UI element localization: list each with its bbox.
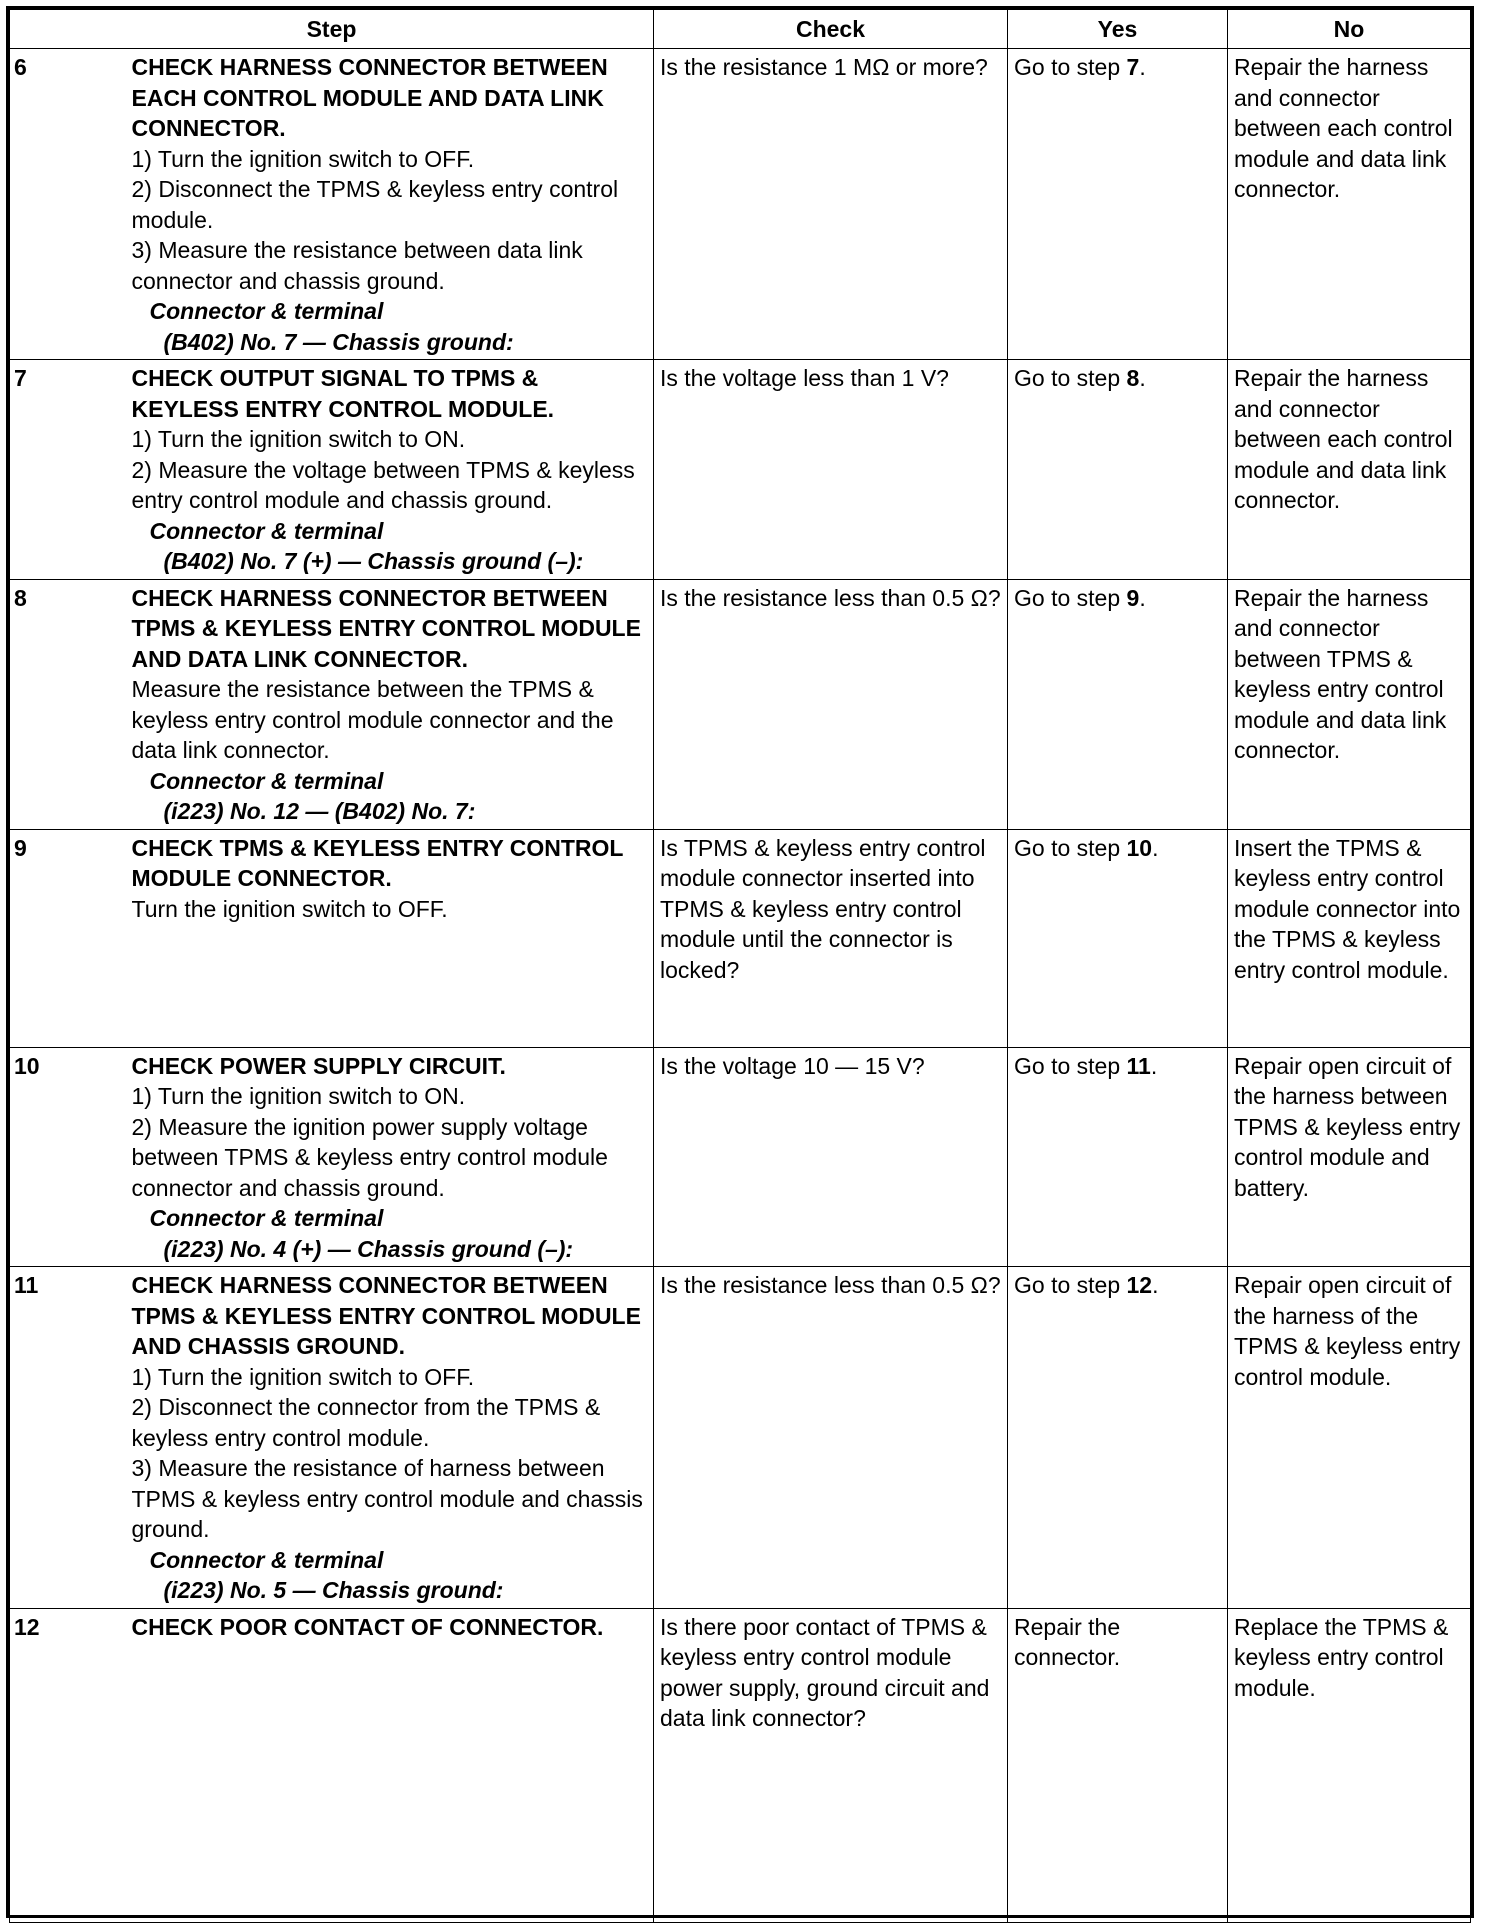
diagnostic-table-frame — [6, 6, 1474, 1918]
step-description — [126, 49, 654, 360]
step-title: CHECK POOR CONTACT OF CONNECTOR. — [131, 1613, 604, 1640]
connector-terminal-value: (i223) No. 12 — (B402) No. 7: — [163, 798, 476, 824]
step-number: 8 — [10, 579, 126, 829]
yes-suffix: . — [1139, 365, 1146, 391]
step-title: CHECK HARNESS CONNECTOR BETWEEN EACH CONTROL MODULE AND DATA LINK CONNECTOR. — [131, 54, 608, 141]
procedure-step: 2) Disconnect the connector from the TPMS & keyless entry control module. — [131, 1394, 601, 1451]
step-number: 12 — [10, 1608, 126, 1922]
step-number: 6 — [10, 49, 126, 360]
yes-prefix: Go to step — [1014, 1272, 1127, 1298]
check-cell: Is the resistance 1 MΩ or more? — [654, 49, 1008, 360]
yes-step-number: 7 — [1126, 54, 1140, 80]
procedure-step: Turn the ignition switch to OFF. — [131, 895, 448, 922]
check-cell: Is the voltage less than 1 V? — [654, 360, 1008, 580]
yes-cell — [1008, 1608, 1228, 1922]
yes-suffix: . — [1152, 1272, 1159, 1298]
step-number: 10 — [10, 1047, 126, 1267]
procedure-step: 1) Turn the ignition switch to OFF. — [131, 145, 475, 172]
no-cell: Repair the harness and connector between each control module and data link connector. — [1228, 360, 1471, 580]
header-row — [10, 10, 1471, 49]
connector-terminal-label: Connector & terminal — [149, 1546, 384, 1573]
check-cell: Is the resistance less than 0.5 Ω? — [654, 1267, 1008, 1609]
procedure-step: 1) Turn the ignition switch to ON. — [131, 426, 466, 452]
header-step: Step — [10, 10, 654, 49]
header-yes: Yes — [1008, 10, 1228, 49]
check-cell: Is the voltage 10 — 15 V? — [654, 1047, 1008, 1267]
yes-suffix: . — [1139, 54, 1146, 80]
step-title: CHECK POWER SUPPLY CIRCUIT. — [131, 1052, 506, 1079]
table-row — [10, 360, 1471, 580]
connector-terminal-label: Connector & terminal — [149, 767, 384, 794]
step-description — [126, 1608, 654, 1922]
check-cell: Is TPMS & keyless entry control module connector inserted into TPMS & keyless entry control module until the connector is locked? — [654, 829, 1008, 1047]
connector-terminal-label: Connector & terminal — [149, 298, 384, 324]
procedure-step: 1) Turn the ignition switch to OFF. — [131, 1363, 475, 1390]
step-number: 7 — [10, 360, 126, 580]
step-description — [126, 829, 654, 1047]
check-cell: Is there poor contact of TPMS & keyless entry control module power supply, ground circuit and data link connector? — [654, 1608, 1008, 1922]
procedure-step: 3) Measure the resistance of harness between TPMS & keyless entry control module and chassis ground. — [131, 1455, 643, 1542]
step-title: CHECK HARNESS CONNECTOR BETWEEN TPMS & KEYLESS ENTRY CONTROL MODULE AND DATA LINK CONNECTOR. — [131, 584, 641, 672]
step-title: CHECK HARNESS CONNECTOR BETWEEN TPMS & KEYLESS ENTRY CONTROL MODULE AND CHASSIS GROUND. — [131, 1272, 641, 1359]
yes-prefix: Go to step — [1014, 1052, 1127, 1079]
connector-terminal-label: Connector & terminal — [149, 517, 384, 544]
yes-suffix: . — [1150, 1052, 1158, 1079]
step-description — [126, 1267, 654, 1609]
header-check: Check — [654, 10, 1008, 49]
yes-suffix: . — [1152, 834, 1159, 861]
no-cell: Insert the TPMS & keyless entry control module connector into the TPMS & keyless entry control module. — [1228, 829, 1471, 1047]
step-number: 11 — [10, 1267, 126, 1609]
no-cell: Repair open circuit of the harness between TPMS & keyless entry control module and battery. — [1228, 1047, 1471, 1267]
no-cell: Repair the harness and connector between each control module and data link connector. — [1228, 49, 1471, 360]
connector-terminal-value: (i223) No. 4 (+) — Chassis ground (–): — [163, 1235, 574, 1262]
yes-prefix: Go to step — [1014, 54, 1127, 80]
diagnostic-table — [9, 9, 1471, 1923]
yes-cell — [1008, 360, 1228, 580]
connector-terminal-value: (B402) No. 7 — Chassis ground: — [163, 328, 514, 355]
table-row — [10, 1608, 1471, 1922]
yes-step-number: 12 — [1126, 1272, 1153, 1298]
yes-prefix: Go to step — [1014, 365, 1127, 391]
yes-cell — [1008, 49, 1228, 360]
yes-prefix: Go to step — [1014, 834, 1127, 861]
no-cell: Repair open circuit of the harness of the TPMS & keyless entry control module. — [1228, 1267, 1471, 1609]
yes-cell — [1008, 829, 1228, 1047]
step-description — [126, 579, 654, 829]
table-row — [10, 1267, 1471, 1609]
no-cell: Replace the TPMS & keyless entry control module. — [1228, 1608, 1471, 1922]
step-description — [126, 360, 654, 580]
connector-terminal-value: (B402) No. 7 (+) — Chassis ground (–): — [163, 548, 584, 574]
procedure-step: Measure the resistance between the TPMS & keyless entry control module connector and the data link connector. — [131, 676, 614, 763]
table-row — [10, 1047, 1471, 1267]
yes-cell — [1008, 579, 1228, 829]
procedure-step: 2) Measure the voltage between TPMS & keyless entry control module and chassis ground. — [131, 456, 635, 513]
yes-suffix: . — [1139, 584, 1146, 611]
table-row — [10, 579, 1471, 829]
yes-step-number: 11 — [1126, 1052, 1151, 1079]
yes-prefix: Go to step — [1014, 584, 1127, 611]
table-row — [10, 49, 1471, 360]
procedure-step: 1) Turn the ignition switch to ON. — [131, 1083, 466, 1109]
step-title: CHECK OUTPUT SIGNAL TO TPMS & KEYLESS ENTRY CONTROL MODULE. — [131, 365, 555, 422]
step-description — [126, 1047, 654, 1267]
check-cell: Is the resistance less than 0.5 Ω? — [654, 579, 1008, 829]
yes-action: Repair the connector. — [1014, 1613, 1121, 1670]
procedure-step: 3) Measure the resistance between data link connector and chassis ground. — [131, 237, 583, 294]
table-row — [10, 829, 1471, 1047]
procedure-step: 2) Disconnect the TPMS & keyless entry control module. — [131, 176, 619, 233]
connector-terminal-label: Connector & terminal — [149, 1205, 384, 1231]
header-no: No — [1228, 10, 1471, 49]
yes-cell — [1008, 1267, 1228, 1609]
no-cell: Repair the harness and connector between TPMS & keyless entry control module and data link connector. — [1228, 579, 1471, 829]
step-title: CHECK TPMS & KEYLESS ENTRY CONTROL MODULE CONNECTOR. — [131, 834, 624, 891]
connector-terminal-value: (i223) No. 5 — Chassis ground: — [163, 1577, 504, 1603]
procedure-step: 2) Measure the ignition power supply voltage between TPMS & keyless entry control module connector and chassis ground. — [131, 1113, 608, 1201]
yes-step-number: 8 — [1126, 365, 1140, 391]
yes-cell — [1008, 1047, 1228, 1267]
yes-step-number: 9 — [1126, 584, 1140, 611]
yes-step-number: 10 — [1126, 834, 1153, 861]
step-number: 9 — [10, 829, 126, 1047]
